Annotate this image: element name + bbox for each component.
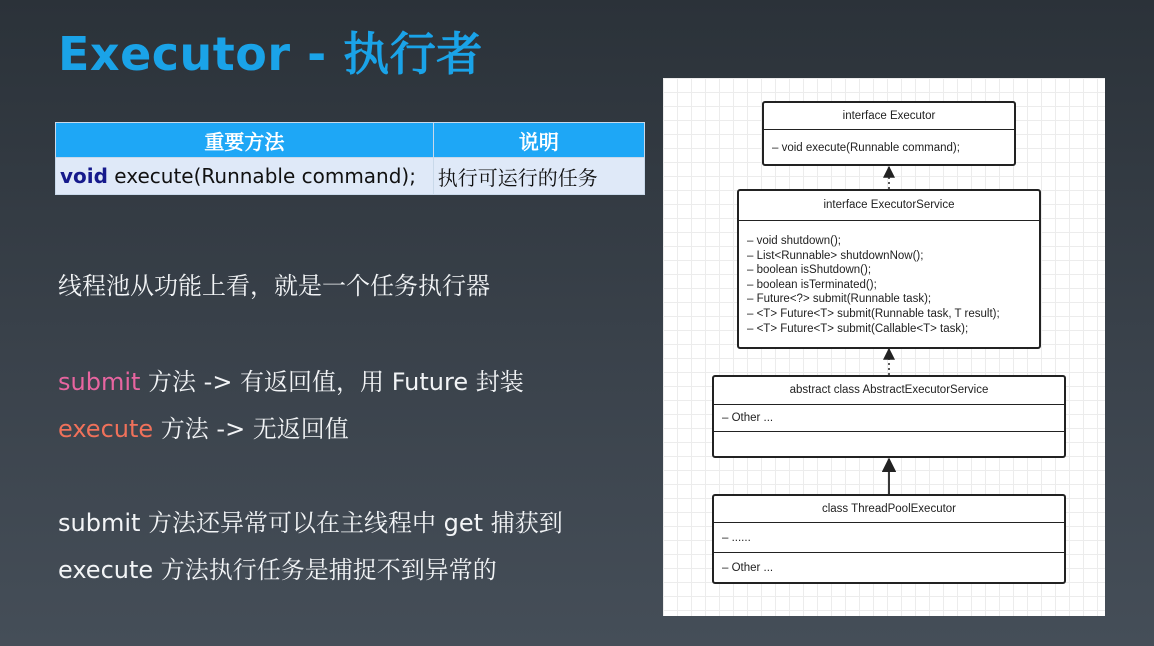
text-line-1: 线程池从功能上看，就是一个任务执行器 bbox=[58, 272, 490, 300]
execute-keyword: execute bbox=[58, 415, 154, 443]
executor-service-methods bbox=[739, 221, 1039, 336]
keyword-void: void bbox=[60, 164, 108, 188]
thread-pool-title: class ThreadPoolExecutor bbox=[714, 496, 1064, 523]
executor-service-box bbox=[737, 189, 1041, 349]
method-signature: execute(Runnable command); bbox=[107, 164, 416, 188]
page-title: Executor - 执行者 bbox=[58, 27, 483, 81]
execute-desc: 方法 -> 无返回值 bbox=[153, 415, 349, 443]
abstract-service-title: abstract class AbstractExecutorService bbox=[714, 377, 1064, 405]
abstract-service-fields: – Other ... bbox=[714, 405, 1064, 432]
method-line: – <T> Future<T> submit(Callable<T> task); bbox=[747, 322, 969, 335]
executor-box bbox=[762, 101, 1016, 166]
method-cell bbox=[56, 158, 434, 195]
desc-cell: 执行可运行的任务 bbox=[433, 158, 644, 195]
method-line: – Future<?> submit(Runnable task); bbox=[747, 293, 932, 306]
table-row bbox=[56, 158, 645, 195]
abstract-executor-service-box bbox=[712, 375, 1066, 458]
class-diagram bbox=[663, 78, 1105, 616]
thread-pool-executor-box bbox=[712, 494, 1066, 584]
table-header-method: 重要方法 bbox=[56, 123, 434, 158]
methods-table bbox=[55, 122, 645, 195]
executor-methods bbox=[764, 130, 1014, 156]
method-line: – List<Runnable> shutdownNow(); bbox=[747, 249, 924, 262]
method-line: – void execute(Runnable command); bbox=[772, 142, 960, 154]
submit-keyword: submit bbox=[58, 368, 141, 396]
method-line: – void shutdown(); bbox=[747, 235, 841, 247]
table-header-row bbox=[56, 123, 645, 158]
text-line-2 bbox=[58, 362, 524, 397]
thread-pool-fields: – ...... bbox=[714, 523, 1064, 553]
abstract-service-empty bbox=[714, 432, 1064, 457]
executor-service-title: interface ExecutorService bbox=[739, 191, 1039, 221]
text-line-3 bbox=[58, 409, 349, 444]
thread-pool-other: – Other ... bbox=[722, 562, 774, 574]
text-line-4: submit 方法还异常可以在主线程中 get 捕获到 bbox=[58, 509, 563, 537]
executor-title: interface Executor bbox=[764, 103, 1014, 130]
text-line-5: execute 方法执行任务是捕捉不到异常的 bbox=[58, 556, 497, 584]
submit-desc: 方法 -> 有返回值，用 Future 封装 bbox=[140, 368, 524, 396]
method-line: – boolean isShutdown(); bbox=[747, 264, 872, 277]
table-header-desc: 说明 bbox=[433, 123, 644, 158]
method-line: – boolean isTerminated(); bbox=[747, 278, 877, 291]
method-line: – <T> Future<T> submit(Runnable task, T result); bbox=[747, 307, 1000, 320]
